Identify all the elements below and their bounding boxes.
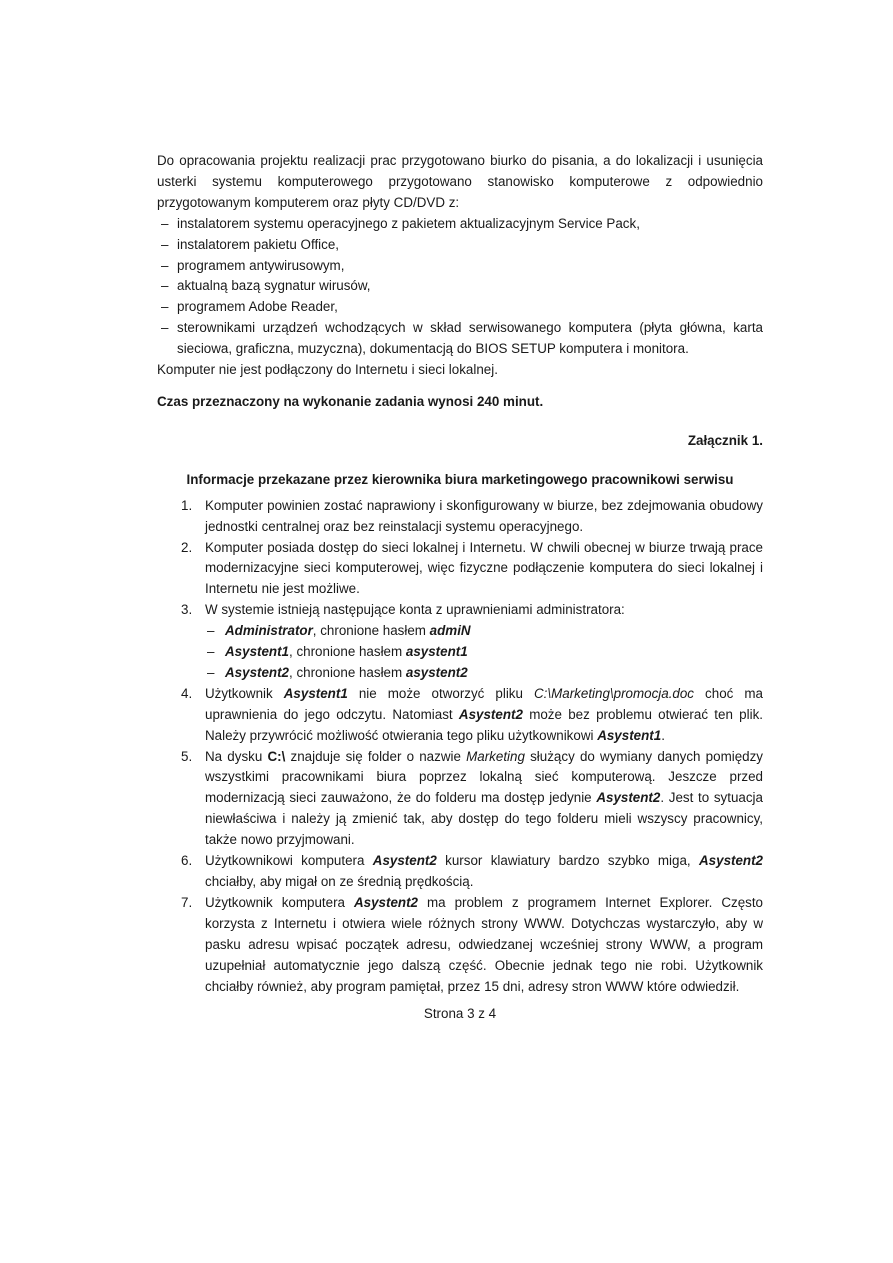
item-number: 7. — [181, 894, 193, 910]
item-text: chciałby, aby migał on ze średnią prędkością. — [205, 874, 474, 889]
item-text: . — [661, 727, 665, 743]
account-item — [225, 621, 763, 642]
info-heading: Informacje przekazane przez kierownika biura marketingowego pracownikowi serwisu — [186, 471, 734, 487]
account-password: asystent2 — [405, 664, 468, 680]
item-text: . Jest to sytuacja niewłaściwa i należy ją zmienić tak, aby dostęp do tego folderu mieli wszyscy pracownicy, także nowo przyjmowani. — [205, 790, 763, 848]
account-desc: , chronione hasłem — [289, 644, 406, 660]
info-item-1 — [181, 496, 763, 538]
item-text: służący do wymiany danych pomiędzy wszystkimi pracownikami biura poprzez lokalną sieć komputerową. Jeszcze przed modernizacją sieci zauważono, że do folderu ma dostęp jedynie — [205, 748, 763, 806]
item-number: 2. — [181, 539, 193, 555]
account-item — [225, 642, 763, 663]
item-text: nie może otworzyć pliku — [347, 685, 534, 701]
account-password: admiN — [429, 623, 471, 639]
user-name: Asystent2 — [596, 790, 661, 806]
account-desc: , chronione hasłem — [289, 664, 406, 680]
duration-note: Czas przeznaczony na wykonanie zadania wynosi 240 minut. — [157, 393, 544, 409]
info-item-2 — [181, 538, 763, 601]
item-text: kursor klawiatury bardzo szybko miga, — [436, 853, 699, 869]
item-text: Użytkownik — [205, 685, 284, 701]
list-item: – programem Adobe Reader, — [177, 297, 763, 318]
cd-contents-list — [157, 214, 763, 360]
info-item-5 — [181, 747, 763, 852]
item-number: 1. — [181, 497, 193, 513]
user-name: Asystent2 — [458, 706, 523, 722]
item-number: 6. — [181, 853, 193, 869]
list-item: – programem antywirusowym, — [177, 256, 763, 277]
item-text: znajduje się folder o nazwie — [285, 748, 467, 764]
user-name: Asystent1 — [597, 727, 662, 743]
accounts-list — [205, 621, 763, 684]
user-name: Asystent2 — [353, 894, 418, 910]
item-text: Komputer powinien zostać naprawiony i skonfigurowany w biurze, bez zdejmowania obudowy jednostki centralnej oraz bez reinstalacji systemu operacyjnego. — [205, 497, 763, 534]
item-number: 3. — [181, 602, 193, 618]
info-item-6 — [181, 851, 764, 893]
account-name: Asystent2 — [225, 664, 290, 680]
drive-name: C:\ — [267, 748, 286, 764]
folder-name: Marketing — [466, 748, 525, 764]
info-item-3 — [181, 600, 763, 684]
account-name: Asystent1 — [225, 644, 290, 660]
network-note: Komputer nie jest podłączony do Internetu i sieci lokalnej. — [157, 362, 498, 378]
list-item: – instalatorem systemu operacyjnego z pakietem aktualizacyjnym Service Pack, — [177, 214, 763, 235]
user-name: Asystent2 — [699, 853, 764, 869]
intro-paragraph: Do opracowania projektu realizacji prac przygotowano biurko do pisania, a do lokalizacji i usunięcia usterki systemu komputerowego przygotowano stanowisko komputerowe z odpowiednio przygotowanym komputerem oraz płyty CD/DVD z: — [157, 153, 763, 210]
list-item: – aktualną bazą sygnatur wirusów, — [177, 276, 763, 297]
info-list — [157, 496, 763, 998]
item-number: 4. — [181, 685, 193, 701]
item-number: 5. — [181, 748, 193, 764]
user-name: Asystent1 — [283, 685, 348, 701]
list-item: – sterownikami urządzeń wchodzących w skład serwisowanego komputera (płyta główna, karta sieciowa, graficzna, muzyczna), dokumentacją do BIOS SETUP komputera i monitora. — [177, 318, 763, 360]
account-desc: , chronione hasłem — [312, 623, 430, 639]
account-password: asystent1 — [405, 644, 468, 660]
item-text: W systemie istnieją następujące konta z uprawnieniami administratora: — [205, 602, 625, 618]
list-item: – instalatorem pakietu Office, — [177, 235, 763, 256]
account-item — [225, 663, 763, 684]
document-page — [157, 151, 763, 1025]
item-text: Na dysku — [205, 748, 268, 764]
item-text: Komputer posiada dostęp do sieci lokalnej i Internetu. W chwili obecnej w biurze trwają prace modernizacyjne sieci komputerowej, więc fizyczne podłączenie komputera do sieci lokalnej i Internetu nie jest możliwe. — [205, 539, 763, 597]
info-item-7 — [181, 893, 764, 998]
user-name: Asystent2 — [372, 853, 437, 869]
item-text: może bez problemu otwierać ten plik. Należy przywrócić możliwość otwierania tego pliku użytkownikowi — [205, 706, 763, 743]
item-text: Użytkownikowi komputera — [205, 853, 373, 869]
attachment-label: Załącznik 1. — [687, 432, 763, 448]
item-text: choć ma uprawnienia do jego odczytu. Natomiast — [205, 685, 763, 722]
page-number: Strona 3 z 4 — [423, 1006, 497, 1022]
item-text: ma problem z programem Internet Explorer. Często korzysta z Internetu i otwiera wiele różnych strony WWW. Dotychczas wystarczyło, aby w pasku adresu wpisać początek adresu, odwiedzanej wcześniej strony WWW, a program uzupełniał automatycznie jego dalszą część. Obecnie jednak tego nie robi. Użytkownik chciałby również, aby program pamiętał, przez 15 dni, adresy stron WWW które odwiedził. — [205, 894, 764, 994]
account-name: Administrator — [225, 623, 313, 639]
file-path: C:\Marketing\promocja.doc — [534, 685, 695, 701]
item-text: Użytkownik komputera — [205, 894, 354, 910]
info-item-4 — [181, 684, 763, 747]
